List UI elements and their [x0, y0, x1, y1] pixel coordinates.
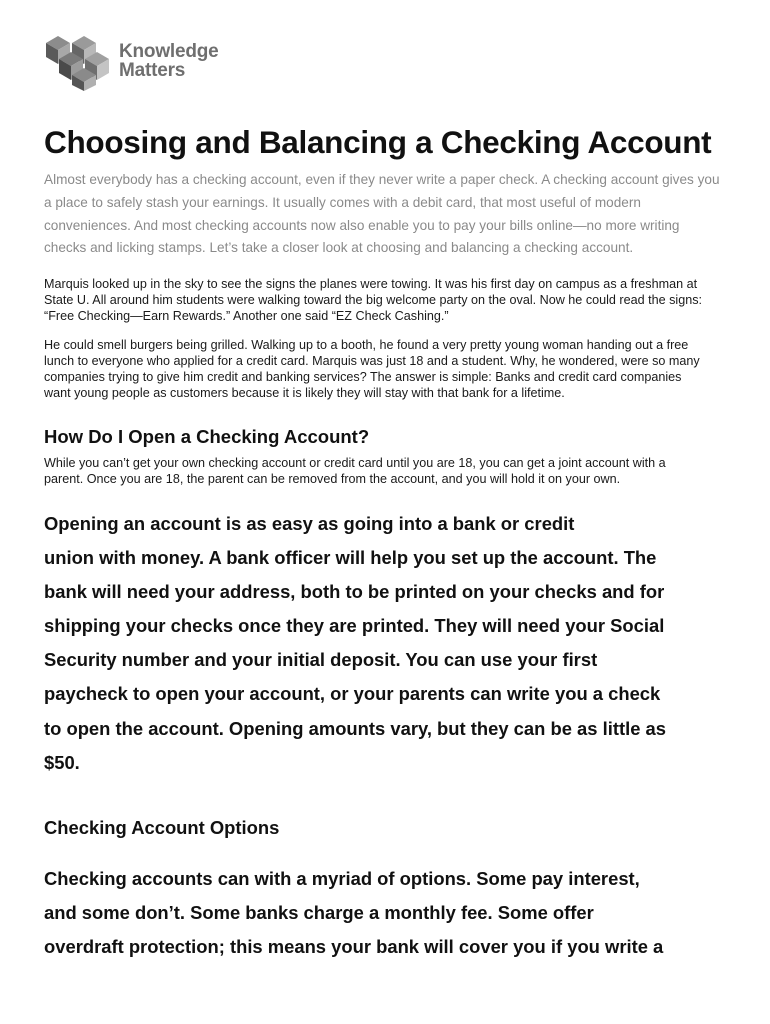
logo-line-1: Knowledge [119, 41, 219, 62]
story-line: companies trying to give him credit and banking services? The answer is simple: Banks and credit card companies [44, 370, 682, 384]
intro-line: a place to safely stash your earnings. It usually comes with a debit card, that most useful of modern [44, 194, 641, 210]
opening-account-paragraph [44, 507, 759, 780]
paragraph-line: shipping your checks once they are printed. They will need your Social [44, 615, 665, 637]
logo-line-2: Matters [119, 60, 186, 81]
knowledge-matters-logo [44, 34, 234, 94]
intro-line: Almost everybody has a checking account, even if they never write a paper check. A checking account gives you [44, 172, 720, 187]
paragraph-line: overdraft protection; this means your bank will cover you if you write a [44, 936, 664, 958]
story-line: He could smell burgers being grilled. Walking up to a booth, he found a very pretty young woman handing out a free [44, 338, 689, 352]
paragraph-line: $50. [44, 751, 80, 773]
story-paragraph-1 [44, 276, 759, 324]
paragraph-line: Checking accounts can with a myriad of options. Some pay interest, [44, 868, 640, 889]
story-paragraph-2 [44, 337, 759, 401]
paragraph-line: parent. Once you are 18, the parent can be removed from the account, and you will hold it on your own. [44, 472, 621, 486]
section-heading-open-account: How Do I Open a Checking Account? [44, 426, 370, 447]
paragraph-line: and some don’t. Some banks charge a monthly fee. Some offer [44, 902, 594, 924]
story-line: “Free Checking—Earn Rewards.” Another one said “EZ Check Cashing.” [44, 309, 449, 323]
cube-logo-icon [44, 34, 112, 92]
intro-line: checks and licking stamps. Let’s take a closer look at choosing and balancing a checking account. [44, 240, 634, 256]
story-line: want young people as customers because it is likely they will stay with that bank for a lifetime. [44, 386, 565, 400]
open-account-paragraph [44, 455, 754, 487]
logo-wordmark [119, 42, 219, 80]
story-line: lunch to everyone who applied for a credit card. Marquis was just 18 and a student. Why, he wondered, were so many [44, 354, 700, 368]
paragraph-line: Security number and your initial deposit. You can use your first [44, 649, 598, 671]
page-title: Choosing and Balancing a Checking Account [44, 124, 712, 160]
paragraph-line: While you can’t get your own checking account or credit card until you are 18, you can get a joint account with a [44, 456, 666, 470]
section-heading-account-options: Checking Account Options [44, 817, 280, 838]
story-line: Marquis looked up in the sky to see the signs the planes were towing. It was his first day on campus as a freshman at [44, 277, 698, 291]
paragraph-line: union with money. A bank officer will help you set up the account. The [44, 547, 657, 569]
story-line: State U. All around him students were walking toward the big welcome party on the oval. Now he could read the signs: [44, 293, 703, 307]
paragraph-line: bank will need your address, both to be printed on your checks and for [44, 581, 665, 603]
paragraph-line: Opening an account is as easy as going into a bank or credit [44, 513, 575, 534]
paragraph-line: paycheck to open your account, or your parents can write you a check [44, 683, 661, 705]
intro-line: conveniences. And most checking accounts now also enable you to pay your bills online—no more writing [44, 217, 680, 233]
intro-paragraph [44, 169, 748, 260]
account-options-paragraph [44, 862, 759, 964]
paragraph-line: to open the account. Opening amounts vary, but they can be as little as [44, 717, 666, 739]
